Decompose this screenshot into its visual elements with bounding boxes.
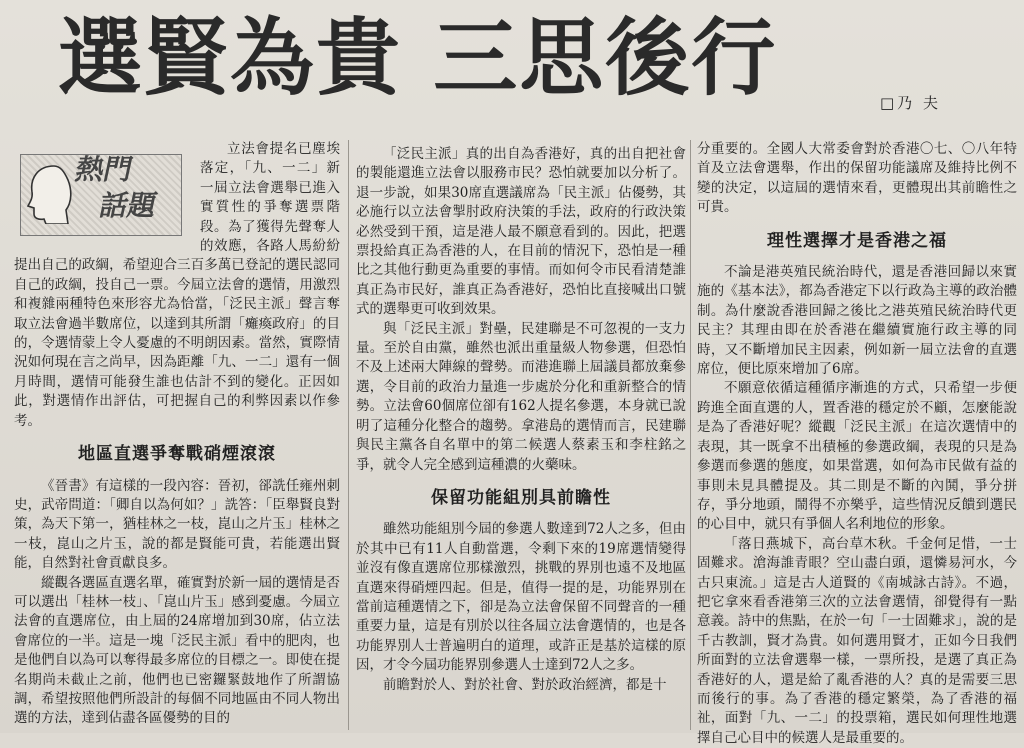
paragraph: 前瞻對於人、對於社會、對於政治經濟，都是十 <box>383 676 667 693</box>
column-divider <box>690 140 691 730</box>
article-column-1 <box>14 140 340 729</box>
badge-text-bottom: 話題 <box>96 189 160 222</box>
paragraph: 縱觀各選區直選名單，確實對於新一屆的選情是否可以選出「桂林一枝」、「崑山片玉」感到憂慮。今屆立法會的直選席位，由上屆的24席增加到30席，佔立法會席位的一半。這是一塊「泛民主派」看中的肥肉，也是他們自以為可以奪得最多席位的目標之一。即使在提名期尚未截止之前，他們也已密鑼緊鼓地作了所謂協調，希望按照他們所設計的每個不同地區由不同人物出選的方法，達到佔盡各區優勢的目的 <box>14 574 340 727</box>
paragraph: 立法會提名已塵埃落定，「九、一二」新一屆立法會選舉已進入實質性的爭奪選票階段。為了獲得先聲奪人的效應，各路人馬紛紛提出自己的政綱，希望迎合三百多萬已登記的選民認同自己的政綱，投自己一票。今屆立法會的選情，用激烈和複雜兩種特色來形容尤為恰當，「泛民主派」聲言奪取立法會過半數席位，以達到其所謂「癱瘓政府」的目的，令選情蒙上令人憂慮的不明朗因素。當然，實際情況如何現在言之尚早，因為距離「九、一二」還有一個月時間，選情可能發生誰也估計不到的變化。正因如此，對選情作出評估，可把握自己的利弊因素以作參考。 <box>14 141 340 429</box>
section-heading: 保留功能組別具前瞻性 <box>431 487 611 508</box>
article-column-2 <box>356 145 686 695</box>
paragraph: 分重要的。全國人大常委會對於香港〇七、〇八年特首及立法會選舉，作出的保留功能議席及維持比例不變的決定，以這屆的選情來看，更體現出其前瞻性之可貴。 <box>697 141 1017 216</box>
headline: 選賢為貴 三思後行 <box>58 9 778 107</box>
byline: □乃 夫 <box>880 94 941 112</box>
article-column-3 <box>697 140 1017 748</box>
paragraph: 不願意依循這種循序漸進的方式，只希望一步便跨進全面直選的人，置香港的穩定於不顧，怎麼能說是為了香港好呢？縱觀「泛民主派」在這次選情中的表現，其一既拿不出積極的參選政綱，表現的只是為參選而參選的態度，如果當選，如何為市民做有益的事則未見具體提及。其二則是不斷的內鬨，爭分拼存，爭分地頭，鬧得不亦樂乎，這些情況反饋到選民的心目中，就只有爭個人名利地位的形象。 <box>697 380 1017 533</box>
section-heading: 理性選擇才是香港之福 <box>767 230 947 251</box>
column-divider <box>348 140 349 730</box>
paragraph: 與「泛民主派」對壘，民建聯是不可忽視的一支力量。至於自由黨，雖然也派出重量級人物參選，但恐怕不及上述兩大陣線的聲勢。而港進聯上屆議員都放棄參選，令目前的政治力量進一步處於分化和重新整合的情勢。立法會60個席位卻有162人提名參選，本身就已說明了這種分化整合的趨勢。拿港島的選情而言，民建聯與民主黨各自名單中的第二候選人蔡素玉和李柱銘之爭，就令人完全感到這種濃的火藥味。 <box>356 320 686 473</box>
hot-topic-badge <box>14 148 190 238</box>
badge-text-top: 熱門 <box>72 153 136 186</box>
paragraph: 「落日燕城下，高台草木秋。千金何足惜，一士固難求。滄海誰青眼？空山盡白頭，還憐易河水，今古只東流。」這是古人道賢的《南城詠古詩》。不過，把它拿來看香港第三次的立法會選情，卻覺得有一點意義。詩中的焦點，在於一句「一士固難求」，說的是千古教訓，賢才為貴。如何選用賢才，正如今日我們所面對的立法會選舉一樣，一票所投，是選了真正為香港好的人，還是給了亂香港的人？真的是需要三思而後行的事。為了香港的穩定繁榮，為了香港的福祉，面對「九、一二」的投票箱，選民如何理性地選擇自己心目中的候選人是最重要的。 <box>697 535 1017 746</box>
paragraph: 不論是港英殖民統治時代，還是香港回歸以來實施的《基本法》，都為香港定下以行政為主導的政治體制。為什麼說香港回歸之後比之港英殖民統治時代更民主？其理由即在於香港在繼續實施行政主導的同時，又不斷增加民主因素，例如新一屆立法會的直選席位，便比原來增加了6席。 <box>697 264 1017 378</box>
section-heading: 地區直選爭奪戰硝煙滾滾 <box>78 444 276 465</box>
profile-silhouette-icon <box>24 162 72 224</box>
paragraph: 雖然功能組別今屆的參選人數達到72人之多，但由於其中已有11人自動當選，令剩下來的19席選情變得並沒有像直選席位那樣激烈，挑戰的界別也遠不及地區直選來得硝煙四起。但是，值得一提的是，功能界別在當前這種選情之下，卻是為立法會保留不同聲音的一種重要力量，這是有別於以往各屆立法會選情的，也是各功能界別人士普遍明白的道理，或許正是基於這樣的原因，才令今屆功能界別參選人士達到72人之多。 <box>356 521 686 674</box>
paragraph: 「泛民主派」真的出自為香港好，真的出自把社會的製能還進立法會以服務市民？恐怕就要加以分析了。退一步說，如果30席直選議席為「民主派」佔優勢，其必施行以立法會掣肘政府決策的手法，政府的行政決策必然受到干預，這是港人最不願意看到的。因此，把選票投給真正為香港的人，在目前的情況下，恐怕是一種比之其他行動更為重要的事情。而如何令市民看清楚誰真正為市民好，誰真正為香港好，恐怕比直接喊出口號式的選舉更可收到效果。 <box>356 146 686 318</box>
paragraph: 《晉書》有這樣的一段內容：晉初，郤詵任雍州刺史，武帝問道：「卿自以為何如？」詵答：「臣舉賢良對策，為天下第一，猶桂林之一枝，崑山之片玉」桂林之一枝，崑山之片玉，說的都是賢能可貴，若能選出賢能，自然對社會貢獻良多。 <box>14 477 340 572</box>
